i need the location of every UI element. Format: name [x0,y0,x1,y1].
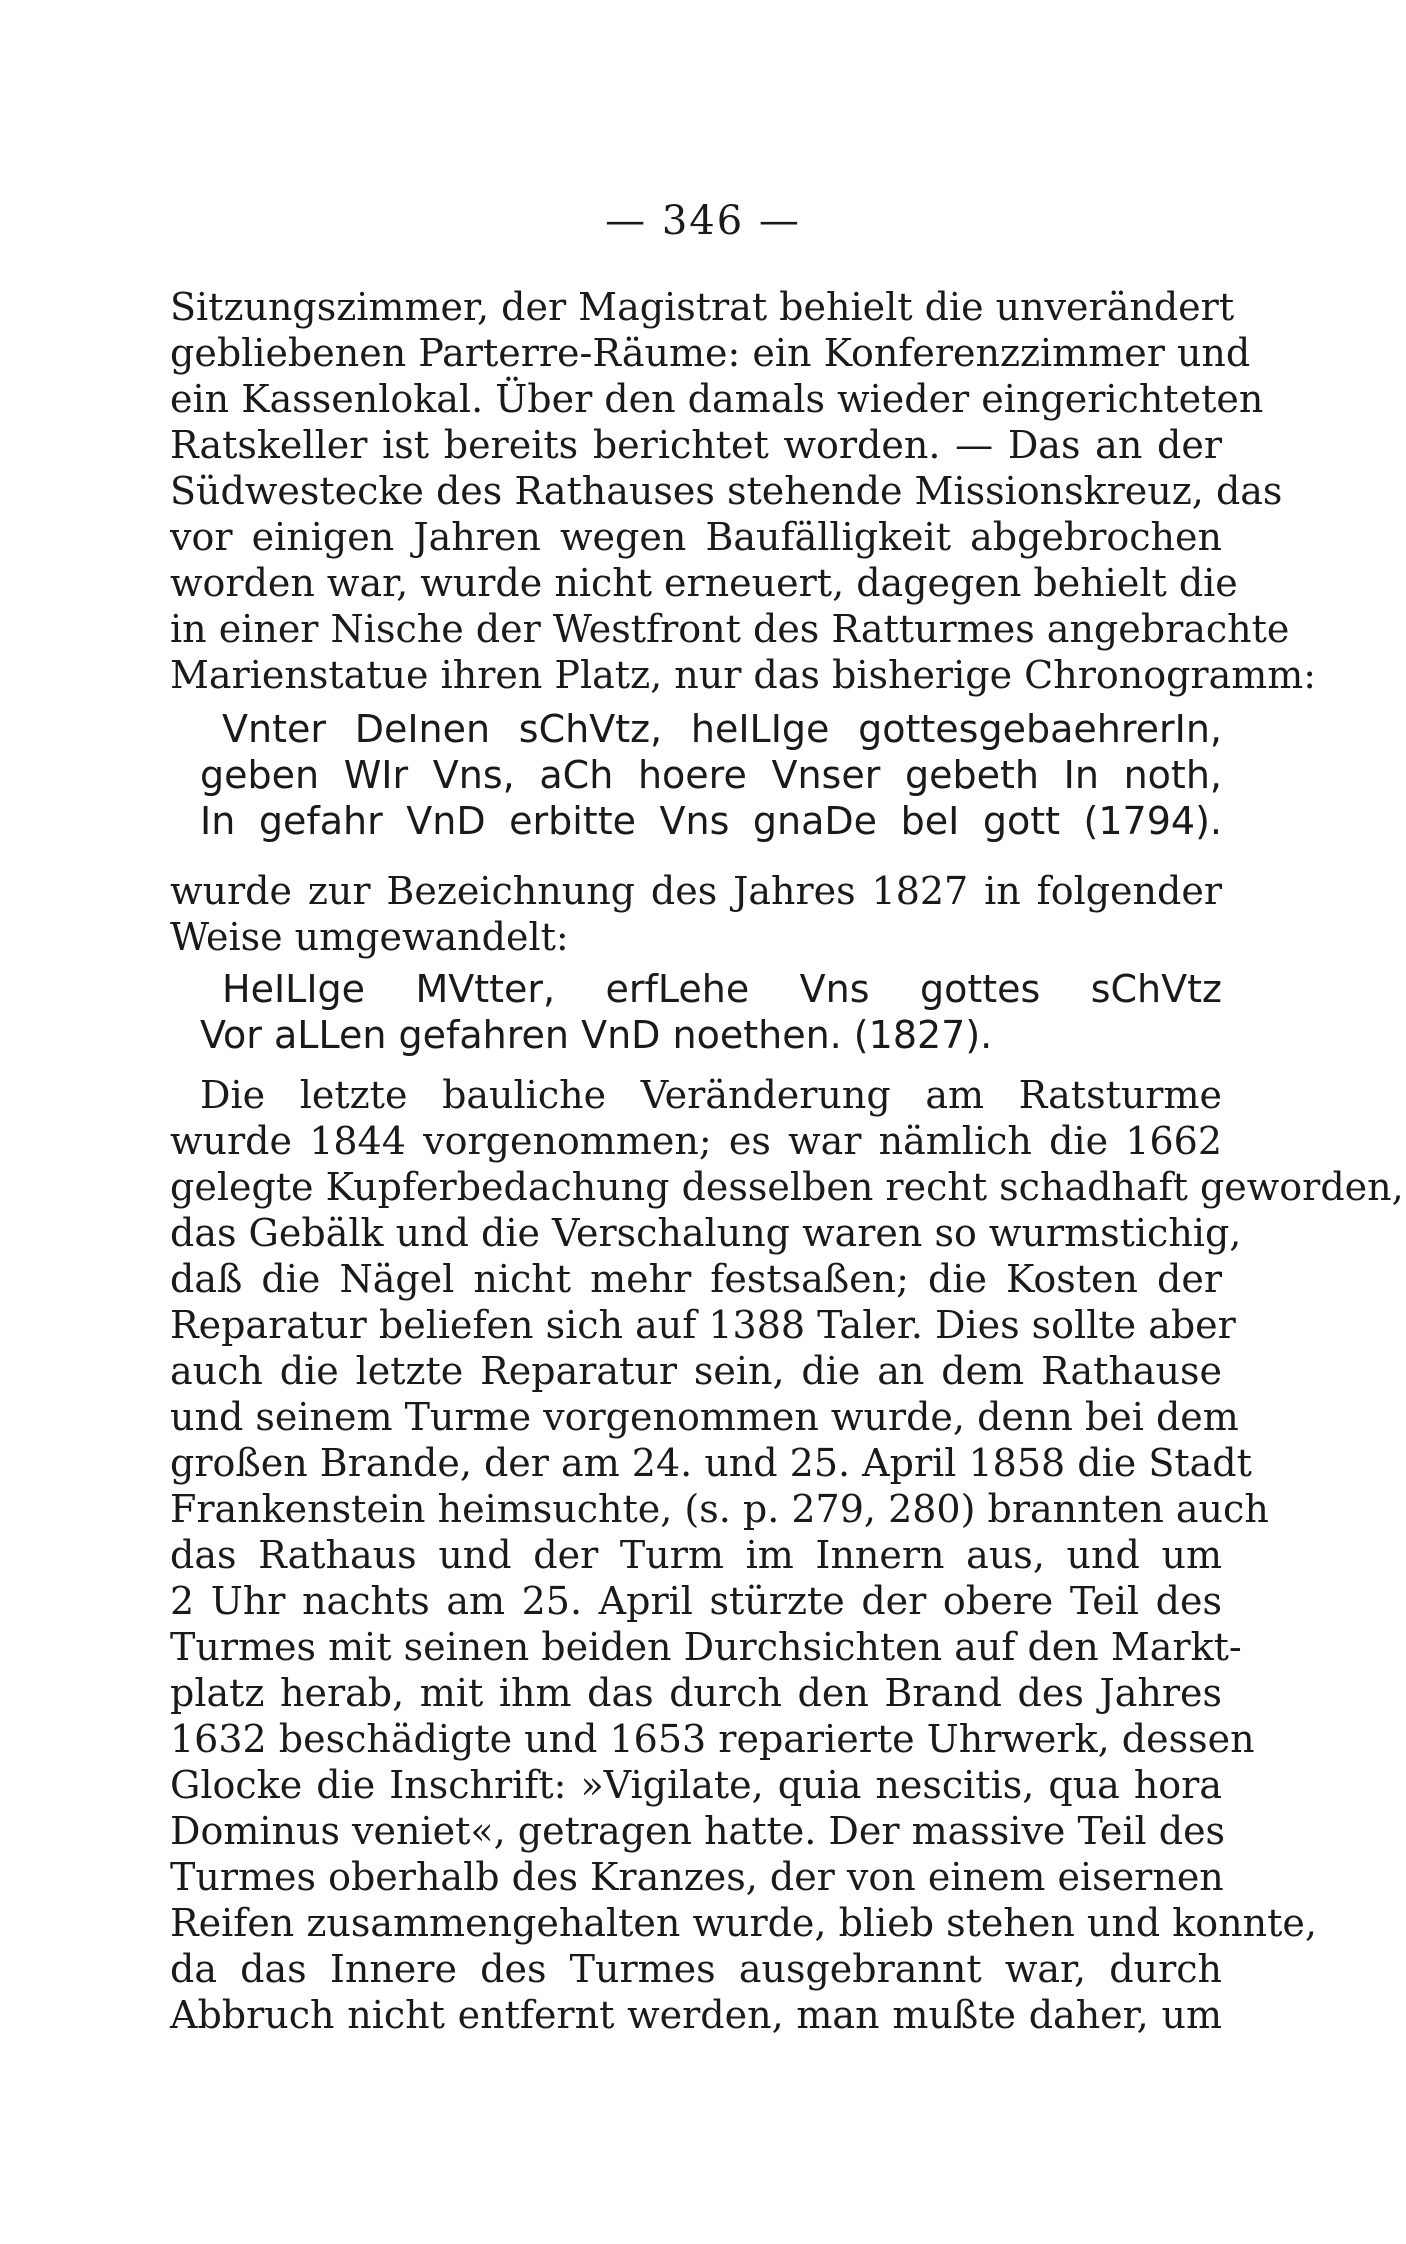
text-line: auch die letzte Reparatur sein, die an dem Rathause [170,1349,1222,1393]
text-line: daß die Nägel nicht mehr festsaßen; die Kosten der [170,1257,1222,1301]
text-line: das Gebälk und die Verschalung waren so wurmstichig, [170,1211,1242,1255]
text-line: Marienstatue ihren Platz, nur das bisherige Chronogramm: [170,653,1317,697]
text-line: in einer Nische der Westfront des Ratturmes angebrachte [170,607,1290,651]
paragraph-1 [170,284,1317,698]
chronogram-line: HeILIge MVtter, erfLehe Vns gottes sChVtz [222,967,1222,1011]
text-line: Ratskeller ist bereits berichtet worden. — Das an der [170,423,1222,467]
text-line: Turmes mit seinen beiden Durchsichten auf den Markt- [170,1625,1242,1669]
text-line: großen Brande, der am 24. und 25. April 1858 die Stadt [170,1441,1252,1485]
text-line: gebliebenen Parterre-Räume: ein Konferenzzimmer und [170,331,1251,375]
chronogram-line: Vor aLLen gefahren VnD noethen. (1827). [200,1013,993,1057]
text-line: Dominus veniet«, getragen hatte. Der massive Teil des [170,1809,1226,1853]
chronogram-line: Vnter DeInen sChVtz, heILIge gottesgebaehrerIn, [222,707,1222,751]
text-line: vor einigen Jahren wegen Baufälligkeit abgebrochen [170,515,1222,559]
text-line: Sitzungszimmer, der Magistrat behielt die unverändert [170,285,1235,329]
text-line: Abbruch nicht entfernt werden, man mußte daher, um [170,1993,1222,2037]
paragraph-3 [170,1072,1404,2038]
text-line: gelegte Kupferbedachung desselben recht schadhaft geworden, [170,1165,1404,1209]
text-line: 2 Uhr nachts am 25. April stürzte der obere Teil des [170,1579,1222,1623]
text-line: worden war, wurde nicht erneuert, dagegen behielt die [170,561,1238,605]
text-line: und seinem Turme vorgenommen wurde, denn bei dem [170,1395,1239,1439]
chronogram-1 [170,706,1222,844]
text-line: Frankenstein heimsuchte, (s. p. 279, 280) brannten auch [170,1487,1269,1531]
paragraph-2 [170,868,1222,960]
text-line: Glocke die Inschrift: »Vigilate, quia nescitis, qua hora [170,1763,1222,1807]
chronogram-line: geben WIr Vns, aCh hoere Vnser gebeth In noth, [200,753,1222,797]
text-line: Reifen zusammengehalten wurde, blieb stehen und konnte, [170,1901,1317,1945]
text-line: Südwestecke des Rathauses stehende Missionskreuz, das [170,469,1283,513]
text-line: 1632 beschädigte und 1653 reparierte Uhrwerk, dessen [170,1717,1255,1761]
text-line: wurde zur Bezeichnung des Jahres 1827 in folgender [170,869,1222,913]
text-line: Turmes oberhalb des Kranzes, der von einem eisernen [170,1855,1224,1899]
text-line: wurde 1844 vorgenommen; es war nämlich die 1662 [170,1119,1222,1163]
page-number: — 346 — [605,198,801,244]
text-line: da das Innere des Turmes ausgebrannt war, durch [170,1947,1222,1991]
text-line: Reparatur beliefen sich auf 1388 Taler. Dies sollte aber [170,1303,1236,1347]
text-line: das Rathaus und der Turm im Innern aus, und um [170,1533,1222,1577]
chronogram-line: In gefahr VnD erbitte Vns gnaDe beI gott (1794). [200,799,1222,843]
text-line: Weise umgewandelt: [170,915,569,959]
text-line: ein Kassenlokal. Über den damals wieder eingerichteten [170,377,1264,421]
text-line: Die letzte bauliche Veränderung am Ratsturme [200,1073,1222,1117]
text-line: platz herab, mit ihm das durch den Brand des Jahres [170,1671,1222,1715]
chronogram-2 [170,966,1222,1058]
